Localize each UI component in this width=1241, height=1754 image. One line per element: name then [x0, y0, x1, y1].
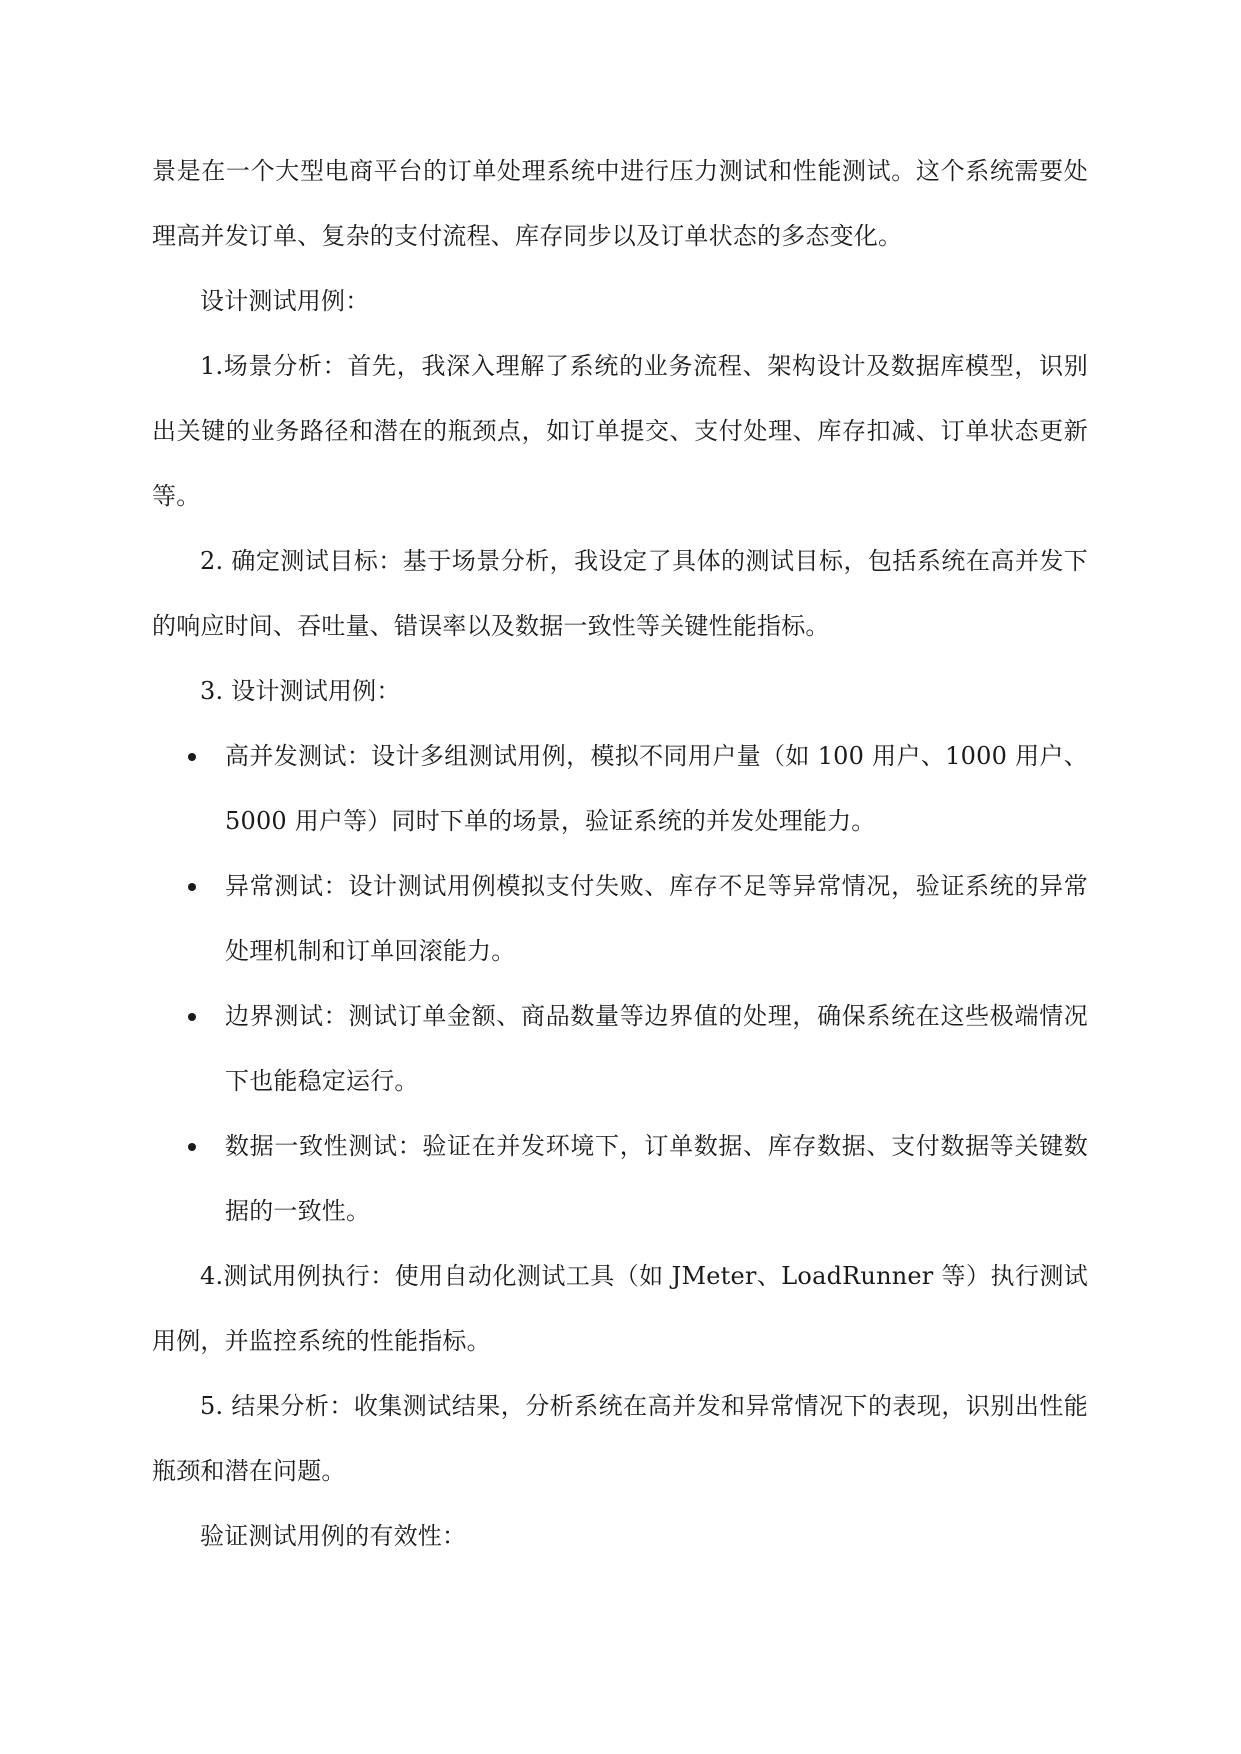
list-item-text: 异常测试：设计测试用例模拟支付失败、库存不足等异常情况，验证系统的异常处理机制和订单回滚能力。: [225, 872, 1088, 965]
bullet-icon: [188, 1013, 196, 1021]
list-item-text: 数据一致性测试：验证在并发环境下，订单数据、库存数据、支付数据等关键数据的一致性。: [225, 1132, 1088, 1225]
list-item-boundary-test: [152, 984, 1088, 1114]
paragraph-result-analysis: 5. 结果分析：收集测试结果，分析系统在高并发和异常情况下的表现，识别出性能瓶颈和潜在问题。: [152, 1392, 1088, 1485]
bullet-icon: [188, 1143, 196, 1151]
document-body: [152, 139, 1088, 1569]
list-item-concurrency-test: [152, 724, 1088, 854]
paragraph-test-execution: 4.测试用例执行：使用自动化测试工具（如 JMeter、LoadRunner 等）执行测试用例，并监控系统的性能指标。: [152, 1262, 1088, 1355]
list-item-text: 高并发测试：设计多组测试用例，模拟不同用户量（如 100 用户、1000 用户、5000 用户等）同时下单的场景，验证系统的并发处理能力。: [225, 742, 1088, 835]
paragraph-scenario-continued: 景是在一个大型电商平台的订单处理系统中进行压力测试和性能测试。这个系统需要处理高并发订单、复杂的支付流程、库存同步以及订单状态的多态变化。: [152, 157, 1088, 250]
heading-validate-effectiveness: 验证测试用例的有效性：: [200, 1522, 467, 1550]
list-item-text: 边界测试：测试订单金额、商品数量等边界值的处理，确保系统在这些极端情况下也能稳定运行。: [225, 1002, 1088, 1095]
paragraph-design-cases-heading: 3. 设计测试用例：: [200, 677, 401, 705]
bullet-icon: [188, 753, 196, 761]
heading-design-test-cases: 设计测试用例：: [200, 287, 370, 315]
paragraph-scenario-analysis: 1.场景分析：首先，我深入理解了系统的业务流程、架构设计及数据库模型，识别出关键的业务路径和潜在的瓶颈点，如订单提交、支付处理、库存扣减、订单状态更新等。: [152, 352, 1088, 510]
bullet-icon: [188, 883, 196, 891]
paragraph-test-goals: 2. 确定测试目标：基于场景分析，我设定了具体的测试目标，包括系统在高并发下的响应时间、吞吐量、错误率以及数据一致性等关键性能指标。: [152, 547, 1088, 640]
list-item-consistency-test: [152, 1114, 1088, 1244]
list-item-exception-test: [152, 854, 1088, 984]
test-case-bullet-list: [152, 724, 1088, 1244]
